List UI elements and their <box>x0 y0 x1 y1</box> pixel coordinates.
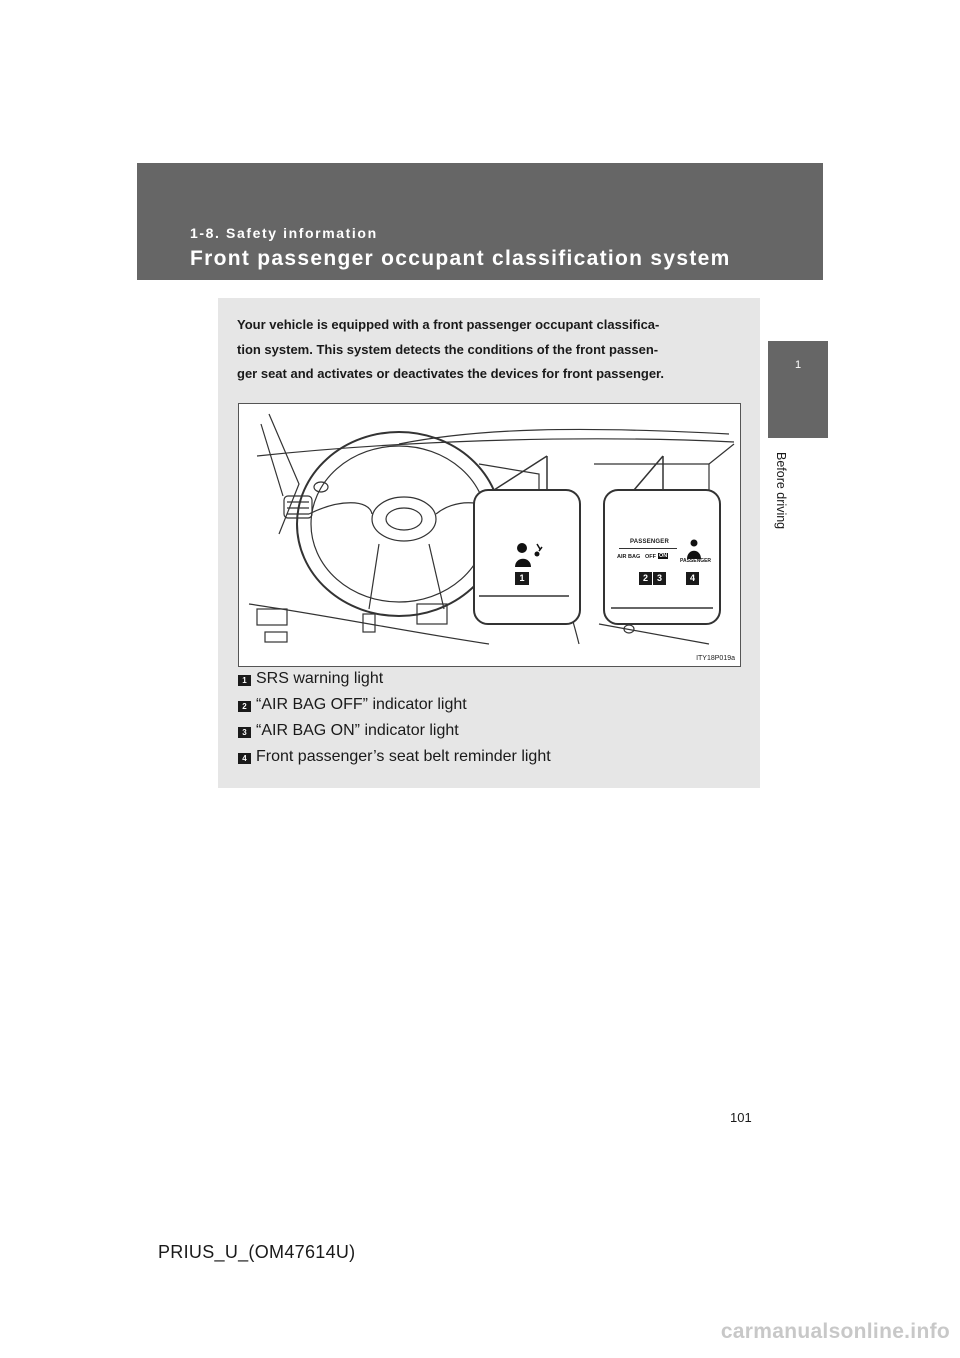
legend-text: SRS warning light <box>256 670 384 687</box>
panel-number-box <box>639 572 652 585</box>
airbag-label: AIR BAG <box>617 554 641 560</box>
legend-number: 2 <box>238 701 251 712</box>
panel-number: 3 <box>656 573 662 583</box>
legend-item <box>238 720 748 746</box>
intro-paragraph <box>237 313 745 387</box>
page-number: 101 <box>730 1110 752 1125</box>
panel-divider <box>619 548 677 549</box>
page-title: Front passenger occupant classification system <box>190 247 731 270</box>
document-code: PRIUS_U_(OM47614U) <box>158 1242 356 1262</box>
intro-line: tion system. This system detects the conditions of the front passen- <box>237 341 659 357</box>
panel-number: 2 <box>642 573 648 583</box>
callout-number: 1 <box>519 573 525 583</box>
header-band <box>137 163 823 280</box>
off-label: OFF <box>645 554 656 560</box>
indicator-panel <box>613 534 713 574</box>
chapter-number: 1 <box>794 359 802 371</box>
panel-number-box <box>686 572 699 585</box>
legend-text: Front passenger’s seat belt reminder light <box>256 748 551 765</box>
panel-number: 4 <box>689 573 695 583</box>
intro-line: Your vehicle is equipped with a front passenger occupant classifica- <box>237 317 660 332</box>
legend-number: 1 <box>238 675 251 686</box>
chapter-label-wrap <box>764 452 804 542</box>
on-indicator: ON <box>659 553 668 559</box>
content-box <box>218 298 760 788</box>
figure-code: ITY18P019a <box>696 655 735 662</box>
intro-line: ger seat and activates or deactivates the devices for front passenger. <box>237 366 665 381</box>
panel-title: PASSENGER <box>630 539 670 545</box>
legend-list <box>238 668 748 772</box>
chapter-tab[interactable] <box>768 341 828 438</box>
section-label: 1-8. Safety information <box>190 225 378 241</box>
legend-number: 4 <box>238 753 251 764</box>
panel-number-box <box>653 572 666 585</box>
watermark[interactable]: carmanualsonline.info <box>720 1320 950 1343</box>
legend-item <box>238 694 748 720</box>
legend-item <box>238 746 748 772</box>
seatbelt-label: PASSENGER <box>680 558 712 564</box>
legend-number: 3 <box>238 727 251 738</box>
legend-item <box>238 668 748 694</box>
dashboard-figure <box>238 403 741 667</box>
legend-text: “AIR BAG OFF” indicator light <box>256 696 467 713</box>
chapter-label: Before driving <box>774 452 788 530</box>
legend-text: “AIR BAG ON” indicator light <box>256 722 459 739</box>
callout-number-box <box>515 572 529 585</box>
